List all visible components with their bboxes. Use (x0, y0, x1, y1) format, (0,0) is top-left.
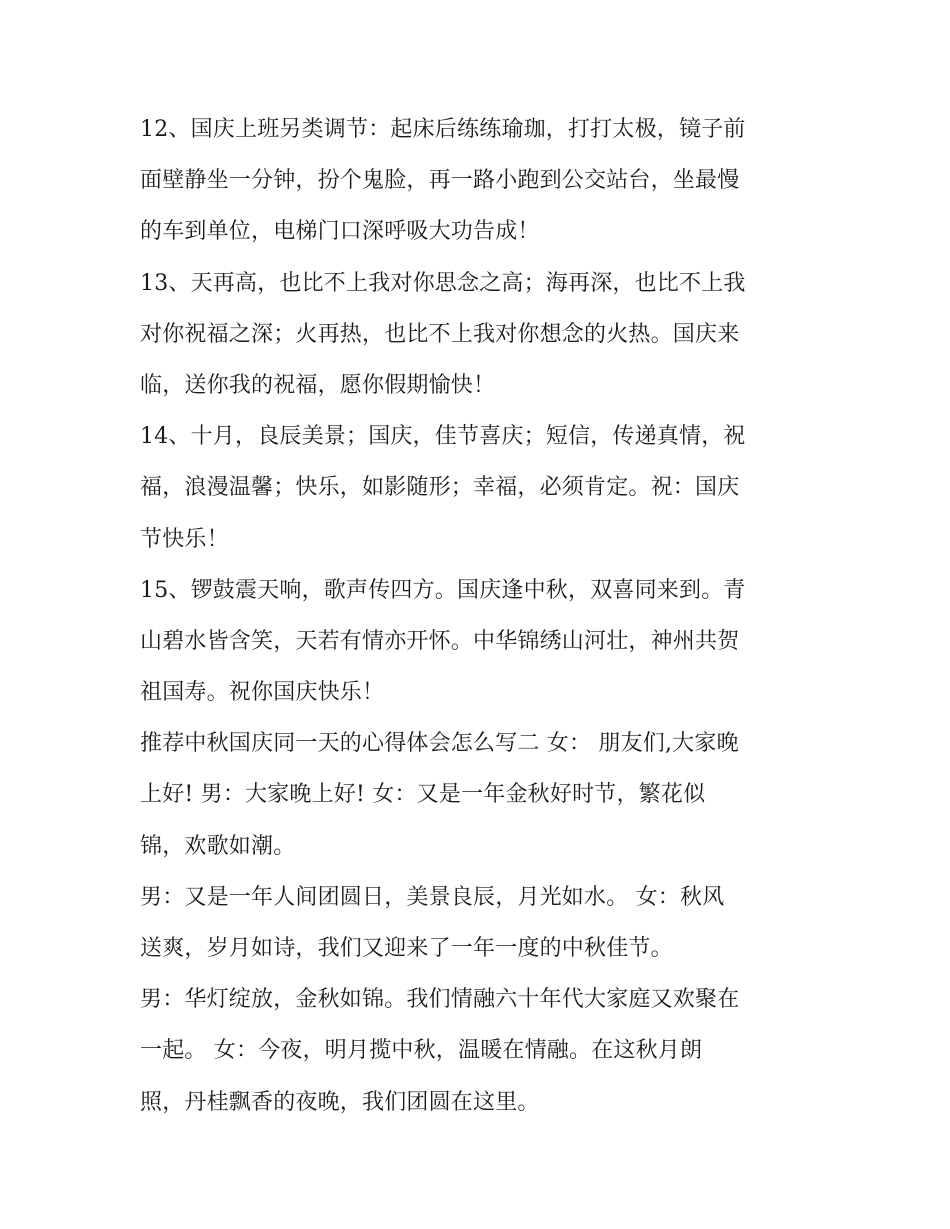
text-line: 临，送你我的祝福，愿你假期愉快！ (140, 372, 496, 398)
text-line: 15、锣鼓震天响，歌声传四方。国庆逢中秋，双喜同来到。青 (140, 577, 746, 603)
text-line: 的车到单位，电梯门口深呼吸大功告成！ (140, 219, 540, 245)
text-line: 12、国庆上班另类调节：起床后练练瑜珈，打打太极，镜子前 (140, 117, 746, 142)
text-line: 14、十月，良辰美景；国庆，佳节喜庆；短信，传递真情，祝 (140, 424, 746, 450)
text-line: 节快乐！ (140, 526, 229, 552)
text-line: 面壁静坐一分钟，扮个鬼脸，再一路小跑到公交站台，坐最慢 (140, 168, 740, 194)
document-body (140, 104, 820, 1128)
text-line: 照，丹桂飘香的夜晚，我们团圆在这里。 (140, 1089, 540, 1115)
text-line: 福，浪漫温馨；快乐，如影随形；幸福，必须肯定。祝：国庆 (140, 475, 740, 501)
text-line: 对你祝福之深；火再热，也比不上我对你想念的火热。国庆来 (140, 321, 740, 347)
text-line: 锦，欢歌如潮。 (140, 833, 296, 859)
text-line: 祖国寿。祝你国庆快乐！ (140, 680, 385, 706)
text-line: 13、天再高，也比不上我对你思念之高；海再深，也比不上我 (140, 270, 746, 296)
text-line: 送爽，岁月如诗，我们又迎来了一年一度的中秋佳节。 (140, 936, 673, 961)
text-line: 上好! 男：大家晚上好! 女：又是一年金秋好时节，繁花似 (140, 782, 706, 808)
text-line: 山碧水皆含笑，天若有情亦开怀。中华锦绣山河壮，神州共贺 (140, 628, 740, 654)
text-line: 男：又是一年人间团圆日，美景良辰，月光如水。 女：秋风 (140, 884, 725, 910)
text-line: 推荐中秋国庆同一天的心得体会怎么写二 女： 朋友们,大家晚 (140, 731, 739, 757)
text-line: 男：华灯绽放，金秋如锦。我们情融六十年代大家庭又欢聚在 (140, 987, 740, 1013)
text-line: 一起。 女：今夜，明月揽中秋，温暖在情融。在这秋月朗 (140, 1038, 703, 1064)
